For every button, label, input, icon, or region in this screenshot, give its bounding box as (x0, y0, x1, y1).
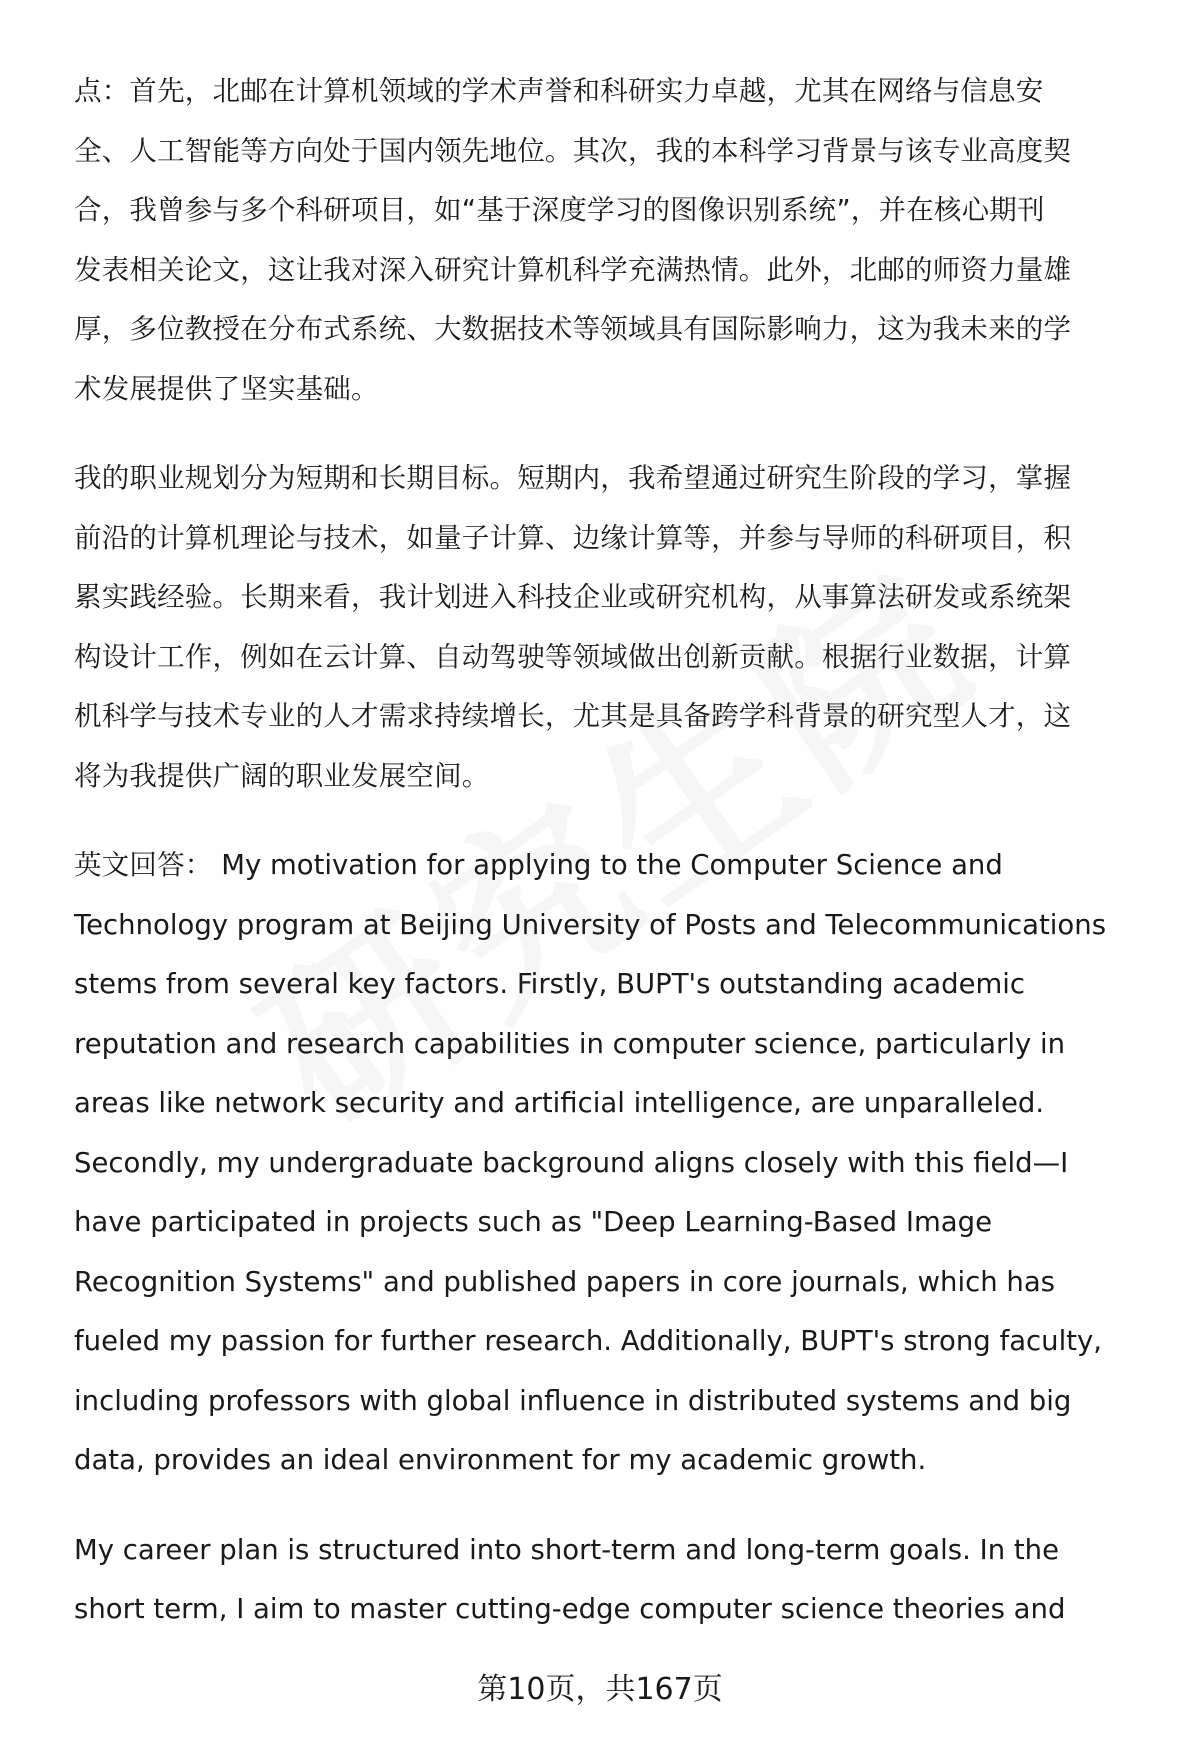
paragraph-motivation-zh: 点：首先，北邮在计算机领域的学术声誉和科研实力卓越，尤其在网络与信息安 全、人工智能等方向处于国内领先地位。其次，我的本科学习背景与该专业高度契 合，我曾参与多个科研项目，如“基于深度学习的图像识别系统”，并在核心期刊 发表相关论文，这让我对深入研究计算机科学充满热情。此外，北邮的师资力量雄 厚，多位教授在分布式系统、大数据技术等领域具有国际影响力，这为我未来的学 术发展提供了坚实基础。 (74, 75, 1072, 405)
paragraph-motivation-en (74, 836, 1154, 1491)
english-answer-text: My motivation for applying to the Computer Science and Technology program at Beijing University of Posts and Telecommunications stems from several key factors. Firstly, BUPT's outstanding academic reputation and research capabilities in computer science, particularly in areas like network security and artificial intelligence, are unparalleled. Secondly, my undergraduate background aligns closely with this field—I have participated in projects such as "Deep Learning-Based Image Recognition Systems" and published papers in core journals, which has fueled my passion for further research. Additionally, BUPT's strong faculty, including professors with global influence in distributed systems and big data, provides an ideal environment for my academic growth. (74, 849, 1107, 1476)
document-body (74, 62, 1154, 1670)
english-answer-label: 英文回答： (74, 849, 213, 881)
page-number-footer: 第10页，共167页 (477, 1672, 723, 1707)
paragraph-career-plan-en: My career plan is structured into short-term and long-term goals. In the short term, I aim to master cutting-edge computer science theories and (74, 1533, 1066, 1625)
paragraph-career-plan-zh: 我的职业规划分为短期和长期目标。短期内，我希望通过研究生阶段的学习，掌握 前沿的计算机理论与技术，如量子计算、边缘计算等，并参与导师的科研项目，积 累实践经验。长期来看，我计划进入科技企业或研究机构，从事算法研发或系统架 构设计工作，例如在云计算、自动驾驶等领域做出创新贡献。根据行业数据，计算 机科学与技术专业的人才需求持续增长，尤其是具备跨学科背景的研究型人才，这 将为我提供广阔的职业发展空间。 (74, 462, 1072, 792)
